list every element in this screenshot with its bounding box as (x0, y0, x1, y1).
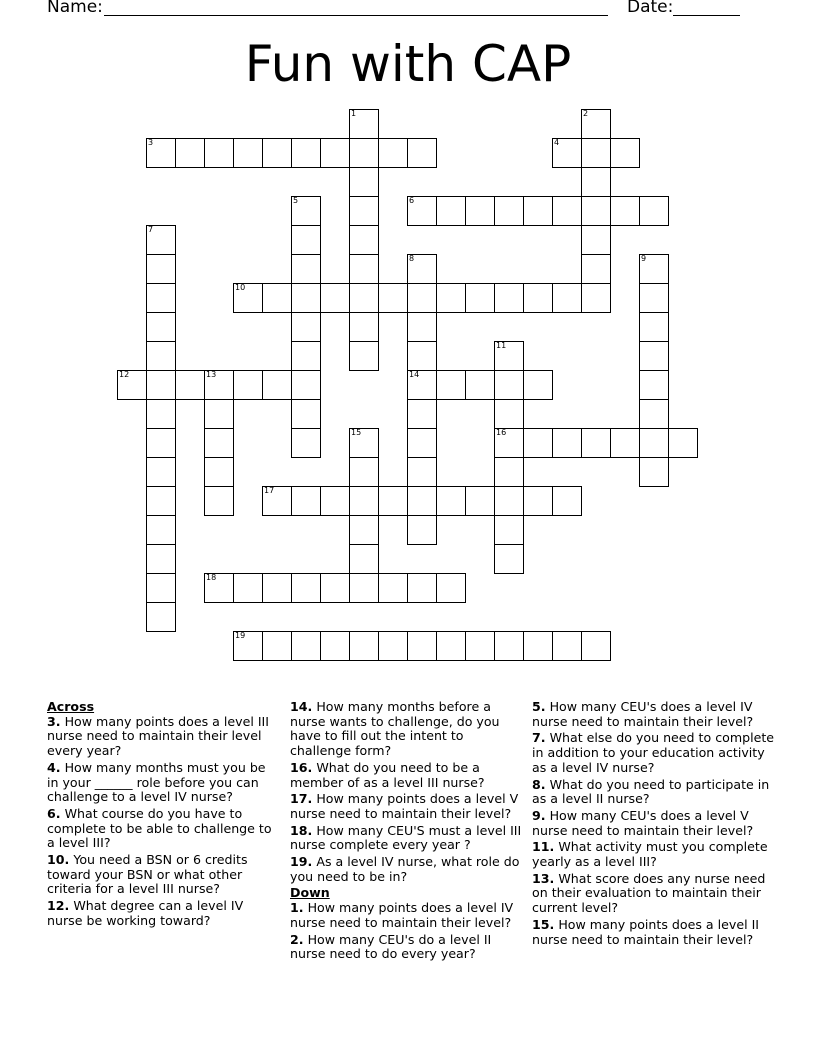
grid-cell[interactable] (639, 254, 669, 284)
clue-across-3: 3. How many points does a level III nurse need to maintain their level every year? (47, 713, 269, 759)
clue-down-7: 7. What else do you need to complete in addition to your education activity as a level IV nurse? (532, 730, 775, 775)
grid-cell[interactable] (581, 109, 611, 139)
grid-cell[interactable] (581, 428, 611, 458)
grid-cell[interactable] (407, 486, 437, 516)
clue-across-6: 6. What course do you have to complete to be able to challenge to a level III? (47, 805, 272, 851)
grid-cell[interactable] (494, 370, 524, 400)
clue-number: 19 (235, 631, 246, 640)
grid-cell[interactable] (320, 138, 350, 168)
grid-cell[interactable] (349, 109, 379, 139)
grid-cell[interactable] (291, 341, 321, 371)
grid-cell[interactable] (639, 370, 669, 400)
grid-cell[interactable] (146, 138, 176, 168)
grid-cell[interactable] (378, 283, 408, 313)
grid-cell[interactable] (233, 631, 263, 661)
grid-cell[interactable] (262, 486, 292, 516)
clue-across-19: 19. As a level IV nurse, what role do you need to be in? (290, 854, 520, 884)
clue-down-13: 13. What score does any nurse need on their evaluation to maintain their current level? (532, 870, 766, 916)
clue-number: 9 (641, 254, 647, 263)
grid-cell[interactable] (262, 283, 292, 313)
grid-cell[interactable] (639, 283, 669, 313)
grid-cell[interactable] (262, 138, 292, 168)
grid-cell[interactable] (291, 573, 321, 603)
grid-cell[interactable] (639, 399, 669, 429)
clue-number: 6 (409, 196, 415, 205)
clue-number: 11 (496, 341, 507, 350)
grid-cell[interactable] (291, 196, 321, 226)
grid-cell[interactable] (204, 370, 234, 400)
clue-across-10: 10. You need a BSN or 6 credits toward your BSN or what other criteria for a level III nurse? (47, 852, 248, 897)
grid-cell[interactable] (494, 428, 524, 458)
grid-cell[interactable] (233, 138, 263, 168)
grid-cell[interactable] (204, 573, 234, 603)
grid-cell[interactable] (552, 196, 582, 226)
grid-cell[interactable] (291, 486, 321, 516)
clue-across-4: 4. How many months must you be in your ______ role before you can challenge to a level IV nurse? (47, 759, 266, 805)
grid-cell[interactable] (552, 486, 582, 516)
clue-number: 4 (554, 138, 560, 147)
grid-cell[interactable] (523, 196, 553, 226)
grid-cell[interactable] (204, 486, 234, 516)
grid-cell[interactable] (552, 283, 582, 313)
clue-down-1: 1. How many points does a level IV nurse need to maintain their level? (290, 900, 514, 930)
grid-cell[interactable] (146, 370, 176, 400)
grid-cell[interactable] (407, 428, 437, 458)
grid-cell[interactable] (117, 370, 147, 400)
grid-cell[interactable] (146, 341, 176, 371)
clue-down-11: 11. What activity must you complete yearly as a level III? (532, 839, 768, 870)
clue-across-18: 18. How many CEU'S must a level III nurse complete every year ? (290, 822, 522, 853)
grid-cell[interactable] (465, 283, 495, 313)
grid-cell[interactable] (581, 631, 611, 661)
grid-cell[interactable] (146, 573, 176, 603)
date-label: Date: (627, 0, 674, 17)
clue-across-12: 12. What degree can a level IV nurse be working toward? (47, 898, 244, 928)
name-label: Name: (47, 0, 103, 17)
grid-cell[interactable] (349, 573, 379, 603)
grid-cell[interactable] (291, 631, 321, 661)
grid-cell[interactable] (146, 486, 176, 516)
grid-cell[interactable] (204, 457, 234, 487)
clue-across-14: 14. How many months before a nurse wants to challenge, do you have to fill out the intent to challenge form? (290, 699, 500, 759)
clue-number: 10 (235, 283, 246, 292)
grid-cell[interactable] (146, 312, 176, 342)
grid-cell[interactable] (581, 225, 611, 255)
grid-cell[interactable] (349, 515, 379, 545)
grid-cell[interactable] (639, 428, 669, 458)
grid-cell[interactable] (146, 254, 176, 284)
clue-down-5: 5. How many CEU's does a level IV nurse need to maintain their level? (532, 699, 754, 729)
clue-number: 3 (148, 138, 154, 147)
grid-cell[interactable] (233, 283, 263, 313)
grid-cell[interactable] (262, 573, 292, 603)
grid-cell[interactable] (407, 457, 437, 487)
grid-cell[interactable] (407, 196, 437, 226)
clue-number: 2 (583, 109, 589, 118)
page-title: Fun with CAP (244, 35, 572, 93)
grid-cell[interactable] (581, 196, 611, 226)
grid-cell[interactable] (436, 370, 466, 400)
grid-cell[interactable] (349, 457, 379, 487)
grid-cell[interactable] (523, 486, 553, 516)
clue-number: 8 (409, 254, 415, 263)
clue-number: 5 (293, 196, 299, 205)
clue-number: 7 (148, 225, 154, 234)
grid-cell[interactable] (407, 515, 437, 545)
grid-cell[interactable] (581, 138, 611, 168)
grid-cell[interactable] (523, 631, 553, 661)
grid-cell[interactable] (204, 399, 234, 429)
grid-cell[interactable] (320, 573, 350, 603)
grid-cell[interactable] (581, 167, 611, 197)
grid-cell[interactable] (639, 457, 669, 487)
grid-cell[interactable] (465, 631, 495, 661)
grid-cell[interactable] (610, 196, 640, 226)
grid-cell[interactable] (204, 138, 234, 168)
grid-cell[interactable] (146, 457, 176, 487)
grid-cell[interactable] (320, 486, 350, 516)
grid-cell[interactable] (146, 283, 176, 313)
grid-cell[interactable] (552, 631, 582, 661)
clue-number: 18 (206, 573, 217, 582)
grid-cell[interactable] (146, 399, 176, 429)
grid-cell[interactable] (494, 631, 524, 661)
grid-cell[interactable] (639, 312, 669, 342)
grid-cell[interactable] (494, 544, 524, 574)
grid-cell[interactable] (552, 428, 582, 458)
grid-cell[interactable] (291, 254, 321, 284)
clue-number: 1 (351, 109, 357, 118)
clue-column-2 (290, 700, 522, 964)
grid-cell[interactable] (146, 225, 176, 255)
grid-cell[interactable] (349, 138, 379, 168)
grid-cell[interactable] (494, 341, 524, 371)
grid-cell[interactable] (494, 515, 524, 545)
grid-cell[interactable] (204, 428, 234, 458)
clue-down-15: 15. How many points does a level II nurse need to maintain their level? (532, 916, 760, 947)
down-heading: Down (290, 885, 330, 901)
grid-cell[interactable] (349, 486, 379, 516)
clue-down-2: 2. How many CEU's do a level II nurse need to do every year? (290, 931, 492, 962)
grid-cell[interactable] (494, 196, 524, 226)
grid-cell[interactable] (349, 167, 379, 197)
grid-cell[interactable] (668, 428, 698, 458)
grid-cell[interactable] (349, 196, 379, 226)
clue-column-3 (532, 700, 782, 949)
grid-cell[interactable] (349, 254, 379, 284)
grid-cell[interactable] (378, 138, 408, 168)
grid-cell[interactable] (407, 138, 437, 168)
grid-cell[interactable] (436, 196, 466, 226)
grid-cell[interactable] (175, 370, 205, 400)
grid-cell[interactable] (494, 399, 524, 429)
grid-cell[interactable] (407, 341, 437, 371)
grid-cell[interactable] (146, 544, 176, 574)
grid-cell[interactable] (291, 428, 321, 458)
grid-cell[interactable] (291, 370, 321, 400)
grid-cell[interactable] (639, 341, 669, 371)
grid-cell[interactable] (349, 283, 379, 313)
grid-cell[interactable] (349, 225, 379, 255)
grid-cell[interactable] (262, 631, 292, 661)
grid-cell[interactable] (291, 283, 321, 313)
grid-cell[interactable] (233, 573, 263, 603)
grid-cell[interactable] (291, 225, 321, 255)
clue-number: 16 (496, 428, 507, 437)
grid-cell[interactable] (407, 573, 437, 603)
grid-cell[interactable] (407, 283, 437, 313)
grid-cell[interactable] (465, 196, 495, 226)
grid-cell[interactable] (494, 486, 524, 516)
grid-cell[interactable] (523, 428, 553, 458)
grid-cell[interactable] (494, 457, 524, 487)
clue-number: 12 (119, 370, 130, 379)
grid-cell[interactable] (291, 312, 321, 342)
grid-cell[interactable] (523, 370, 553, 400)
clue-column-1 (47, 700, 279, 931)
grid-cell[interactable] (320, 283, 350, 313)
clue-number: 15 (351, 428, 362, 437)
grid-cell[interactable] (465, 486, 495, 516)
grid-cell[interactable] (378, 573, 408, 603)
grid-cell[interactable] (378, 631, 408, 661)
clue-down-9: 9. How many CEU's does a level V nurse need to maintain their level? (532, 807, 754, 838)
grid-cell[interactable] (581, 254, 611, 284)
grid-cell[interactable] (552, 138, 582, 168)
grid-cell[interactable] (610, 138, 640, 168)
grid-cell[interactable] (523, 283, 553, 313)
grid-cell[interactable] (146, 515, 176, 545)
clue-number: 13 (206, 370, 217, 379)
grid-cell[interactable] (378, 486, 408, 516)
grid-cell[interactable] (610, 428, 640, 458)
grid-cell[interactable] (233, 370, 263, 400)
grid-cell[interactable] (320, 631, 350, 661)
grid-cell[interactable] (436, 283, 466, 313)
grid-cell[interactable] (349, 428, 379, 458)
grid-cell[interactable] (175, 138, 205, 168)
grid-cell[interactable] (407, 312, 437, 342)
grid-cell[interactable] (407, 370, 437, 400)
grid-cell[interactable] (436, 486, 466, 516)
grid-cell[interactable] (349, 341, 379, 371)
clue-number: 17 (264, 486, 275, 495)
grid-cell[interactable] (581, 283, 611, 313)
grid-cell[interactable] (494, 283, 524, 313)
grid-cell[interactable] (349, 312, 379, 342)
clue-down-8: 8. What do you need to participate in as a level II nurse? (532, 776, 770, 807)
grid-cell[interactable] (436, 631, 466, 661)
grid-cell[interactable] (291, 138, 321, 168)
grid-cell[interactable] (407, 399, 437, 429)
grid-cell[interactable] (146, 602, 176, 632)
grid-cell[interactable] (407, 631, 437, 661)
grid-cell[interactable] (436, 573, 466, 603)
grid-cell[interactable] (465, 370, 495, 400)
grid-cell[interactable] (407, 254, 437, 284)
clue-across-16: 16. What do you need to be a member of as a level III nurse? (290, 759, 485, 790)
grid-cell[interactable] (349, 631, 379, 661)
across-heading: Across (47, 699, 95, 714)
clue-number: 14 (409, 370, 420, 379)
clue-across-17: 17. How many points does a level V nurse need to maintain their level? (290, 791, 519, 821)
grid-cell[interactable] (262, 370, 292, 400)
grid-cell[interactable] (349, 544, 379, 574)
grid-cell[interactable] (146, 428, 176, 458)
grid-cell[interactable] (291, 399, 321, 429)
grid-cell[interactable] (639, 196, 669, 226)
